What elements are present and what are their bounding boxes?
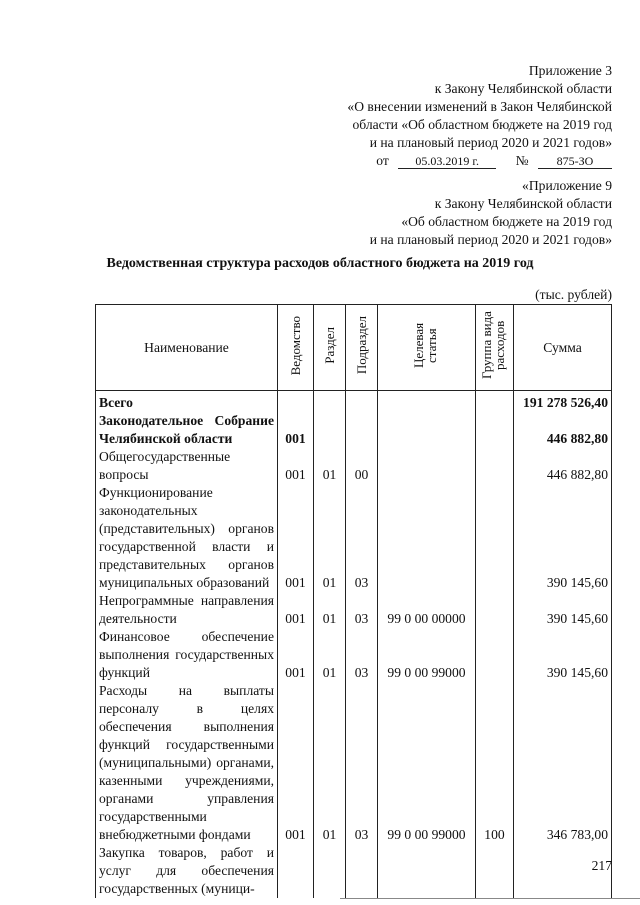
row-section: 01 (314, 628, 346, 682)
row-target-article (378, 844, 476, 898)
appendix-header-line: к Закону Челябинской области (434, 81, 612, 96)
budget-table (95, 304, 612, 898)
document-title: Ведомственная структура расходов областного бюджета на 2019 год (106, 256, 534, 271)
row-section: 01 (314, 484, 346, 592)
row-name: Общегосударственные вопросы (96, 448, 278, 484)
appendix9-header-line: «Приложение 9 (522, 178, 612, 193)
row-sum: 390 145,60 (514, 628, 612, 682)
table-row (96, 628, 612, 682)
table-row (96, 484, 612, 592)
number-prefix: № (515, 153, 529, 168)
table-row (96, 391, 612, 413)
row-expense-group (476, 592, 514, 628)
row-name: Функционирование законодательных (представительных) органов государственной власти и представительных органов муниципальных образований (96, 484, 278, 592)
row-expense-group (476, 391, 514, 413)
row-target-article: 99 0 00 99000 (378, 628, 476, 682)
appendix-header-line: «О внесении изменений в Закон Челябинской (347, 99, 612, 114)
row-department: 001 (278, 484, 314, 592)
appendix9-header-line: и на плановый период 2020 и 2021 годов» (369, 232, 612, 247)
row-section: 01 (314, 592, 346, 628)
row-target-article: 99 0 00 00000 (378, 592, 476, 628)
date-prefix: от (376, 153, 389, 168)
row-sum: 191 278 526,40 (514, 391, 612, 413)
units-label: (тыс. рублей) (535, 287, 612, 302)
table-row (96, 448, 612, 484)
row-name: Расходы на выплаты персоналу в целях обеспечения выполнения функций государственными (муниципальными) органами, казенными учреждениями, органами управления государственными внебюджетными фондами (96, 682, 278, 844)
row-sum: 390 145,60 (514, 592, 612, 628)
row-name: Финансовое обеспечение выполнения государственных функций (96, 628, 278, 682)
row-sum: 390 145,60 (514, 484, 612, 592)
header-department: Ведомство (278, 305, 314, 391)
row-section: 01 (314, 682, 346, 844)
row-expense-group: 100 (476, 682, 514, 844)
row-department (278, 844, 314, 898)
row-target-article (378, 448, 476, 484)
row-name: Закупка товаров, работ и услуг для обеспечения государственных (муници- (96, 844, 278, 898)
row-target-article (378, 484, 476, 592)
row-name: Законодательное Собрание Челябинской области (96, 412, 278, 448)
table-row (96, 592, 612, 628)
row-department: 001 (278, 448, 314, 484)
row-sum: 446 882,80 (514, 448, 612, 484)
row-department: 001 (278, 412, 314, 448)
row-department: 001 (278, 628, 314, 682)
row-expense-group (476, 484, 514, 592)
header-section: Раздел (314, 305, 346, 391)
appendix-header-line: области «Об областном бюджете на 2019 год (352, 117, 612, 132)
row-name: Непрограммные направления деятельности (96, 592, 278, 628)
header-sum: Сумма (514, 305, 612, 391)
row-subsection (346, 412, 378, 448)
appendix9-header (370, 177, 612, 249)
row-name: Всего (96, 391, 278, 413)
row-subsection (346, 391, 378, 413)
header-name: Наименование (96, 305, 278, 391)
table-row (96, 412, 612, 448)
table-header-row (96, 305, 612, 391)
header-expense-group: Группа вида расходов (476, 305, 514, 391)
row-sum: 446 882,80 (514, 412, 612, 448)
law-number: 875-ЗО (538, 154, 612, 169)
row-department: 001 (278, 592, 314, 628)
row-subsection: 03 (346, 682, 378, 844)
appendix-header (347, 62, 612, 170)
table-row (96, 682, 612, 844)
row-department: 001 (278, 682, 314, 844)
row-target-article (378, 412, 476, 448)
law-date: 05.03.2019 г. (398, 154, 496, 169)
appendix-header-line: Приложение 3 (528, 63, 612, 78)
row-section: 01 (314, 448, 346, 484)
row-expense-group (476, 628, 514, 682)
row-section (314, 412, 346, 448)
row-sum: 346 783,00 (514, 682, 612, 844)
row-subsection: 00 (346, 448, 378, 484)
row-target-article (378, 391, 476, 413)
row-expense-group (476, 844, 514, 898)
appendix9-header-line: «Об областном бюджете на 2019 год (401, 214, 612, 229)
row-expense-group (476, 412, 514, 448)
row-section (314, 391, 346, 413)
row-subsection: 03 (346, 592, 378, 628)
row-expense-group (476, 448, 514, 484)
row-target-article: 99 0 00 99000 (378, 682, 476, 844)
row-subsection: 03 (346, 628, 378, 682)
header-subsection: Подраздел (346, 305, 378, 391)
scan-edge-line (340, 898, 640, 899)
table-row (96, 844, 612, 898)
page-number: 217 (591, 858, 612, 873)
appendix9-header-line: к Закону Челябинской области (434, 196, 612, 211)
row-subsection: 03 (346, 484, 378, 592)
header-target-article: Целевая статья (378, 305, 476, 391)
row-department (278, 391, 314, 413)
row-section (314, 844, 346, 898)
appendix-header-line: и на плановый период 2020 и 2021 годов» (369, 135, 612, 150)
row-subsection (346, 844, 378, 898)
law-date-number-line (347, 152, 612, 170)
